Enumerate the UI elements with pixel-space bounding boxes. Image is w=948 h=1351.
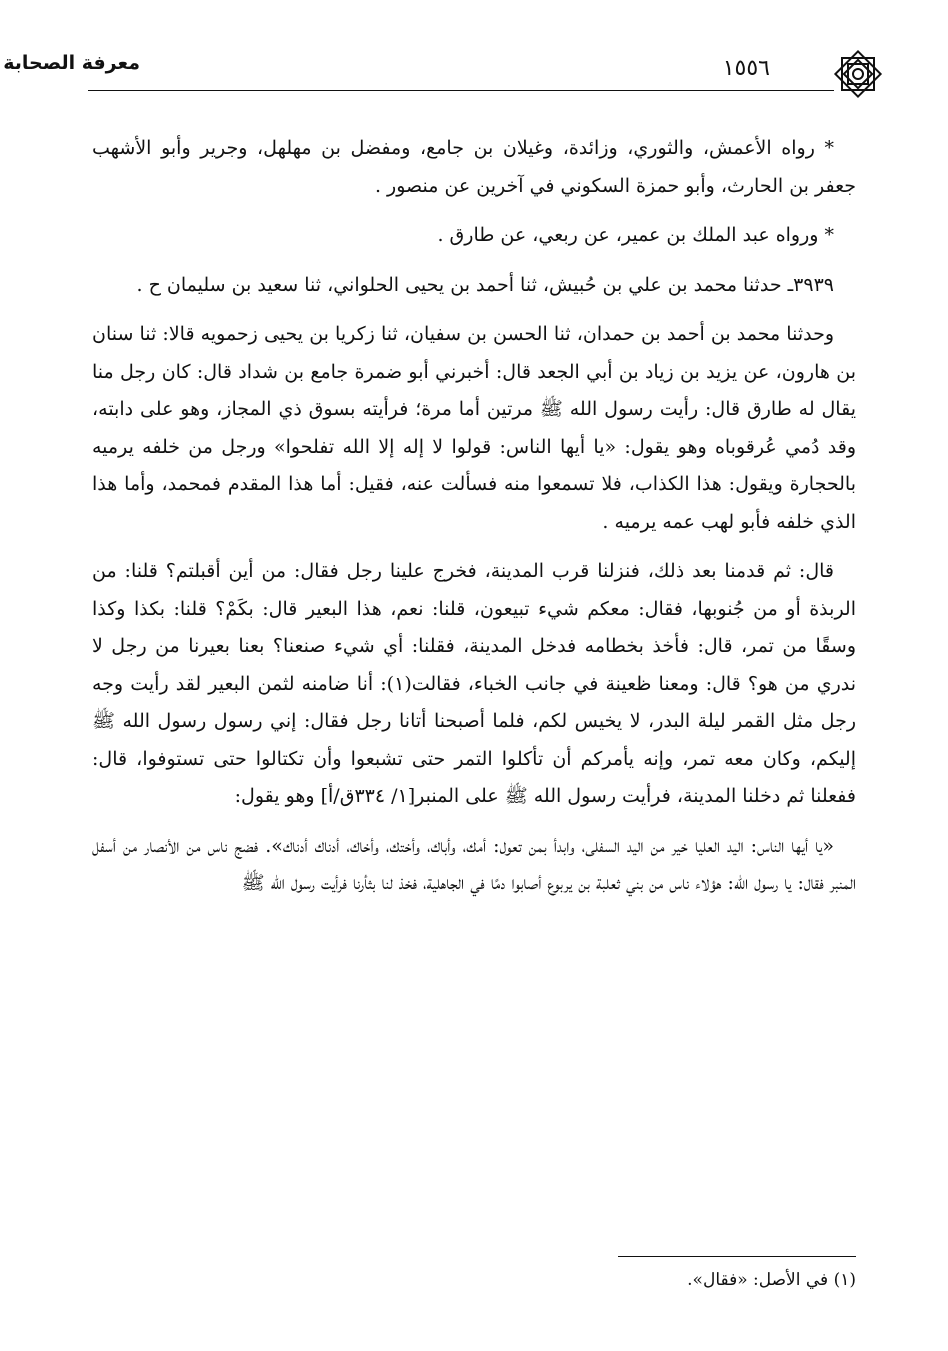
hadith-number-paragraph: ٣٩٣٩ـ حدثنا محمد بن علي بن حُبيش، ثنا أحمد بن يحيى الحلواني، ثنا سعيد بن سليمان ح . xyxy=(136,273,834,296)
main-text xyxy=(92,130,856,915)
header-rule xyxy=(88,90,834,91)
paragraph-story: قال: ثم قدمنا بعد ذلك، فنزلنا قرب المدينة، فخرج علينا رجل فقال: من أين أقبلتم؟ قلنا: من الربذة أو من جُنوبها، فقال: معكم شيء تبيعون، قلنا: نعم، هذا البعير قال: بكَمْ؟ قلنا: بكذا وكذا وسقًا من تمر، قال: فأخذ بخطامه فدخل المدينة، فقلنا: أي شيء صنعنا؟ بعنا بعيرنا من رجل لا ندري من هو؟ قال: ومعنا ظعينة في جانب الخباء، فقالت(١): أنا ضامنه لثمن البعير لقد رأيت وجه رجل مثل القمر ليلة البدر، لا يخيس لكم، فلما أصبحنا أتانا رجل فقال: إني رسول رسول الله ﷺ إليكم، وكان معه تمر، وإنه يأمركم أن تأكلوا التمر حتى تشبعوا وأن تكتالوا حتى تستوفوا، قال: ففعلنا ثم دخلنا المدينة، فرأيت رسول الله ﷺ على المنبر[١/ ٣٣٤ق/أ] وهو يقول: xyxy=(92,560,857,807)
page-header xyxy=(3,44,888,100)
paragraph-narrators: * رواه الأعمش، والثوري، وزائدة، وغيلان بن جامع، ومفضل بن مهلهل، وجرير وأبو الأشهب جعفر بن الحارث، وأبو حمزة السكوني في آخرين عن منصور . xyxy=(92,137,856,197)
footnote: (١) في الأصل: «فقال». xyxy=(687,1270,856,1290)
footnote-rule xyxy=(618,1256,856,1257)
paragraph-sermon: «يا أيها الناس: اليد العليا خير من اليد السفلى، وابدأ بمن تعول: أمك، وأباك، وأختك، وأخاك، أدناك أدناك». فضج ناس من الأنصار من أسفل المنبر فقال: يا رسول الله: هؤلاء ناس من بني ثعلبة بن يربوع أصابوا دمًا في الجاهلية، فخذ لنا بثأرنا فرأيت رسول الله ﷺ xyxy=(92,834,856,894)
star-ornament-icon xyxy=(828,44,888,104)
running-title: معرفة الصحابة xyxy=(3,52,140,74)
paragraph-isnad: وحدثنا محمد بن أحمد بن حمدان، ثنا الحسن بن سفيان، ثنا زكريا بن يحيى زحمويه قالا: ثنا سنان بن هارون، عن يزيد بن زياد بن أبي الجعد قال: أخبرني أبو ضمرة جامع بن شداد قال: كان رجل منا يقال له طارق قال: رأيت رسول الله ﷺ مرتين أما مرة؛ فرأيته بسوق ذي المجاز، وهو على دابته، وقد دُمي عُرقوباه وهو يقول: «يا أيها الناس: قولوا لا إله إلا الله تفلحوا» ورجل من خلفه يرميه بالحجارة ويقول: هذا الكذاب، فلا تسمعوا منه فسألت عنه، فقيل: أما هذا المقدم فمحمد، وأما هذا الذي خلفه فأبو لهب عمه يرميه . xyxy=(92,323,856,533)
page-number: ١٥٥٦ xyxy=(722,56,770,81)
paragraph-narration-note: * ورواه عبد الملك بن عمير، عن ربعي، عن طارق . xyxy=(437,224,834,246)
